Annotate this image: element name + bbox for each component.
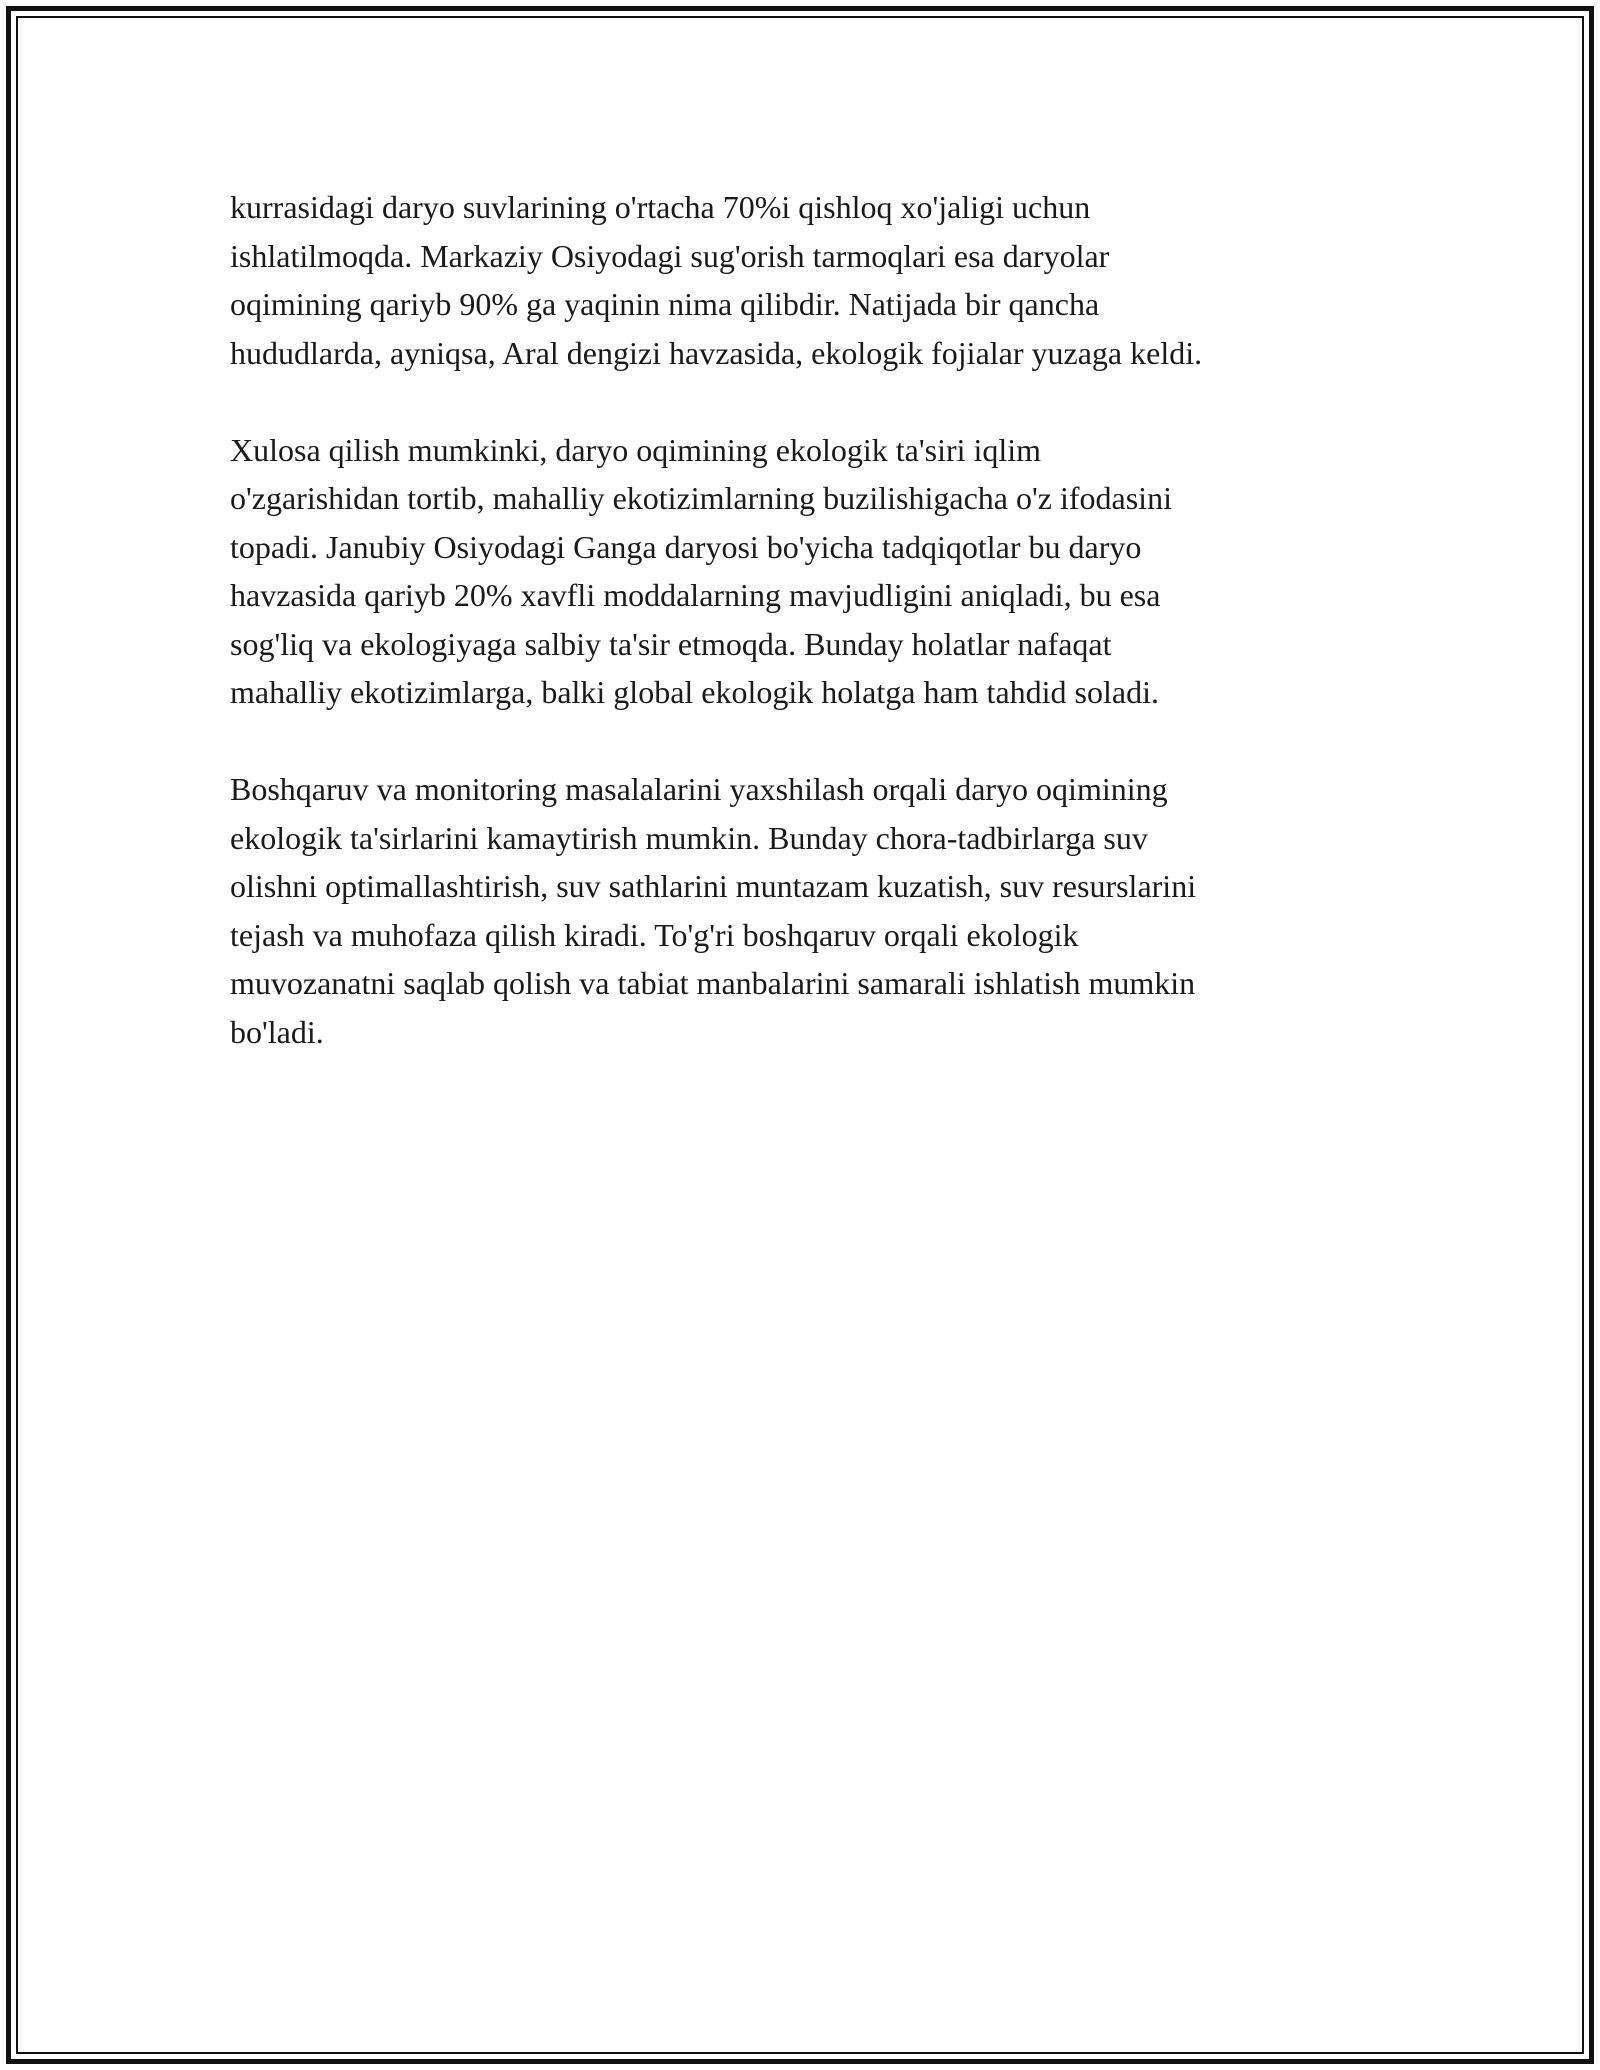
paragraph-1 <box>230 183 1410 377</box>
text-line: o'zgarishidan tortib, mahalliy ekotizimlarning buzilishigacha o'z ifodasini <box>230 480 1172 516</box>
text-line: sog'liq va ekologiyaga salbiy ta'sir etmoqda. Bunday holatlar nafaqat <box>230 625 1112 662</box>
text-line: Boshqaruv va monitoring masalalarini yaxshilash orqali daryo oqimining <box>230 771 1168 807</box>
text-line: ishlatilmoqda. Markaziy Osiyodagi sug'orish tarmoqlari esa daryolar <box>230 237 1110 274</box>
text-line: havzasida qariyb 20% xavfli moddalarning mavjudligini aniqladi, bu esa <box>230 577 1161 613</box>
text-line: oqimining qariyb 90% ga yaqinin nima qilibdir. Natijada bir qancha <box>230 286 1100 322</box>
text-line: kurrasidagi daryo suvlarining o'rtacha 70%i qishloq xo'jaligi uchun <box>230 189 1091 225</box>
text-line: muvozanatni saqlab qolish va tabiat manbalarini samarali ishlatish mumkin <box>230 965 1196 1001</box>
document-body <box>230 183 1410 1105</box>
text-line: Xulosa qilish mumkinki, daryo oqimining ekologik ta'siri iqlim <box>230 431 1042 468</box>
text-line: tejash va muhofaza qilish kiradi. To'g'ri boshqaruv orqali ekologik <box>230 916 1079 953</box>
text-line: topadi. Janubiy Osiyodagi Ganga daryosi bo'yicha tadqiqotlar bu daryo <box>230 528 1142 565</box>
text-line: mahalliy ekotizimlarga, balki global ekologik holatga ham tahdid soladi. <box>230 674 1159 710</box>
text-line: ekologik ta'sirlarini kamaytirish mumkin. Bunday chora-tadbirlarga suv <box>230 819 1148 856</box>
text-line: olishni optimallashtirish, suv sathlarini muntazam kuzatish, suv resurslarini <box>230 868 1197 904</box>
paragraph-2 <box>230 426 1410 717</box>
text-line: bo'ladi. <box>230 1013 324 1050</box>
text-line: hududlarda, ayniqsa, Aral dengizi havzasida, ekologik fojialar yuzaga keldi. <box>230 334 1203 371</box>
paragraph-3 <box>230 765 1410 1056</box>
